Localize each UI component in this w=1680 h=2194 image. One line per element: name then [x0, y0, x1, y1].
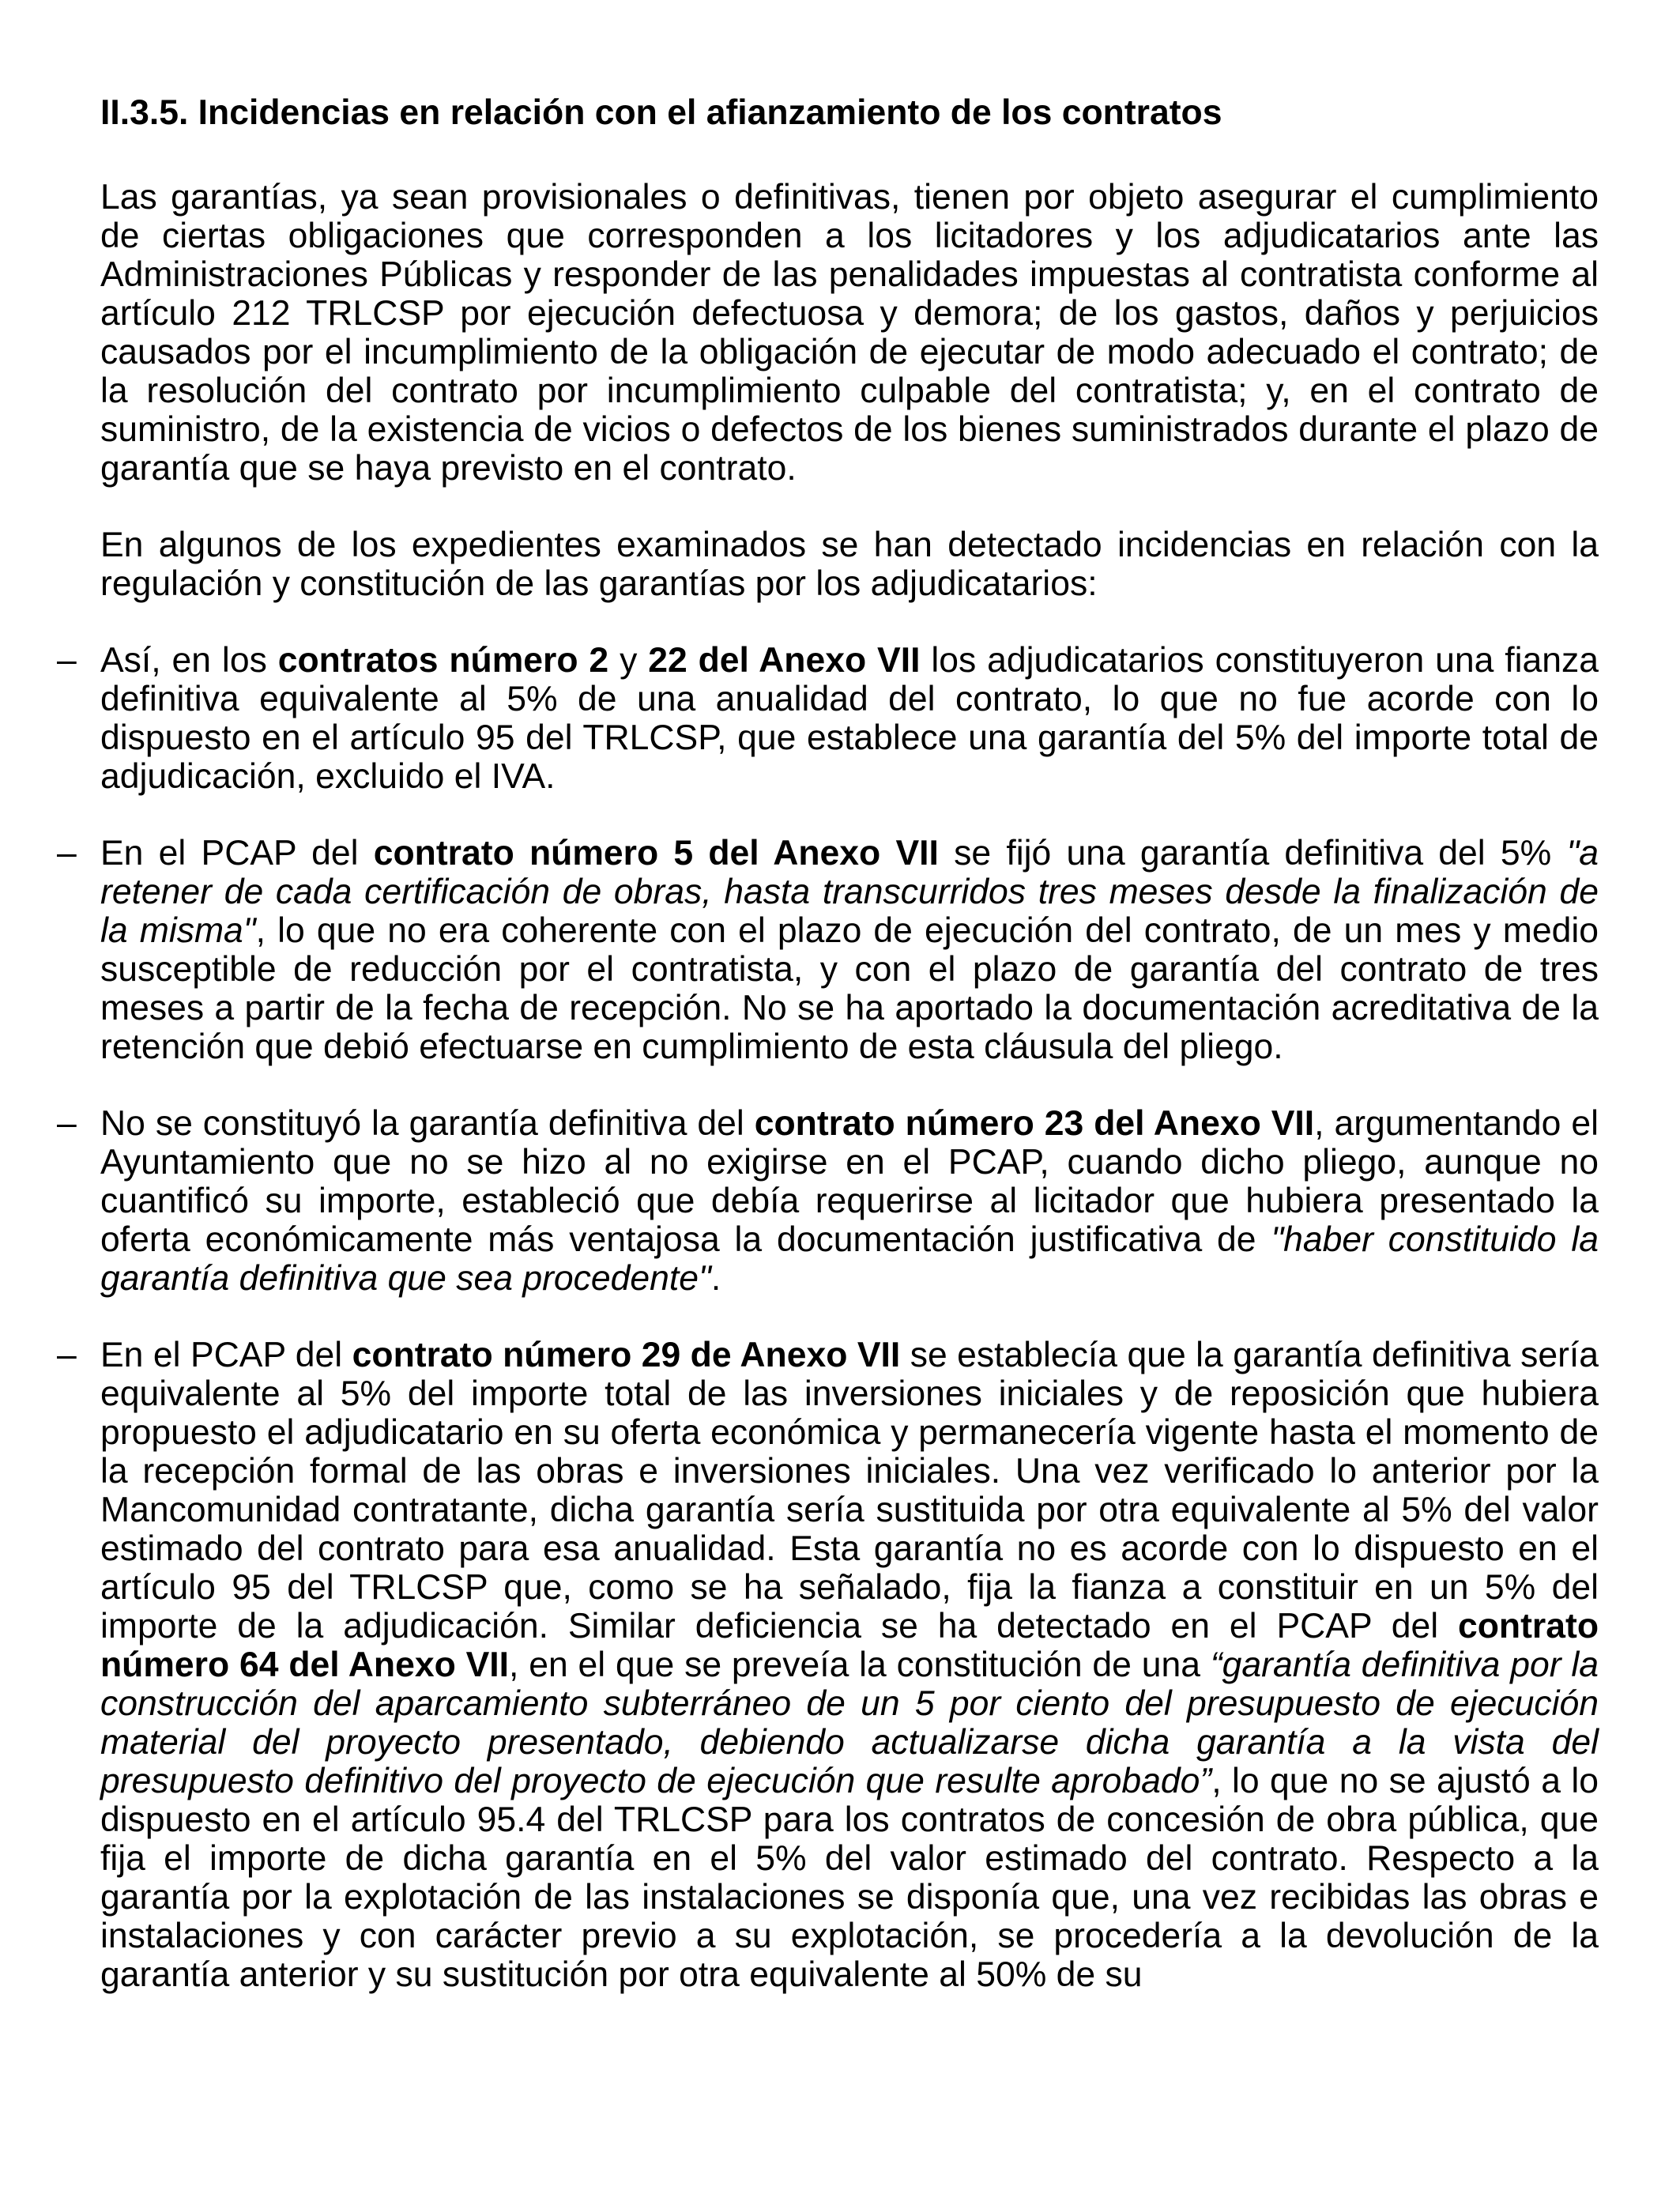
item-text: , en el que se preveía la constitución de una — [509, 1646, 1211, 1684]
contract-reference: 22 del Anexo VII — [648, 641, 921, 680]
contract-reference: contrato número 64 del Anexo VII — [100, 1607, 1599, 1684]
dash-bullet: – — [57, 834, 77, 873]
item-text: se fijó una garantía definitiva del 5% — [938, 834, 1567, 873]
item-text: , lo que no se ajustó a lo dispuesto en el artículo 95.4 del TRLCSP para los contratos de concesión de obra pública, que fija el importe de dicha garantía en el 5% del valor estimado del contrato. Respecto a la garantía por la explotación de las instalaciones se disponía que, una vez recibidas las obras e instalaciones y con carácter previo a su explotación, se procedería a la devolución de la garantía anterior y su sustitución por otra equivalente al 50% de su — [100, 1762, 1599, 1994]
dash-bullet: – — [57, 1104, 77, 1143]
item-text: . — [710, 1259, 721, 1298]
dash-bullet: – — [57, 641, 77, 680]
item-text: No se constituyó la garantía definitiva del — [100, 1104, 755, 1143]
item-text: En el PCAP del — [100, 1336, 352, 1374]
quoted-clause: "a retener de cada certificación de obras, hasta transcurridos tres meses desde la finalización de la misma" — [100, 834, 1599, 950]
list-item — [57, 834, 1599, 1066]
dash-bullet: – — [57, 1336, 77, 1374]
item-text: y — [608, 641, 649, 680]
paragraph-incidences-intro: En algunos de los expedientes examinados se han detectado incidencias en relación con la regulación y constitución de las garantías por los adjudicatarios: — [100, 526, 1599, 603]
item-text: Así, en los — [100, 641, 278, 680]
list-item — [57, 1104, 1599, 1298]
section-title: II.3.5. Incidencias en relación con el afianzamiento de los contratos — [100, 93, 1222, 132]
item-text: se establecía que la garantía definitiva sería equivalente al 5% del importe total de las inversiones iniciales y de reposición que hubiera propuesto el adjudicatario en su oferta económica y permanecería vigente hasta el momento de la recepción formal de las obras e inversiones iniciales. Una vez verificado lo anterior por la Mancomunidad contratante, dicha garantía sería sustituida por otra equivalente al 5% del valor estimado del contrato para esa anualidad. Esta garantía no es acorde con lo dispuesto en el artículo 95 del TRLCSP que, como se ha señalado, fija la fianza a constituir en un 5% del importe de la adjudicación. Similar deficiencia se ha detectado en el PCAP del — [100, 1336, 1599, 1646]
contract-reference: contrato número 5 del Anexo VII — [373, 834, 939, 873]
list-item — [57, 1336, 1599, 1994]
contract-reference: contrato número 29 de Anexo VII — [352, 1336, 901, 1374]
paragraph-guarantees-purpose: Las garantías, ya sean provisionales o definitivas, tienen por objeto asegurar el cumplimiento de ciertas obligaciones que corresponden a los licitadores y los adjudicatarios ante las Administraciones Públicas y responder de las penalidades impuestas al contratista conforme al artículo 212 TRLCSP por ejecución defectuosa y demora; de los gastos, daños y perjuicios causados por el incumplimiento de la obligación de ejecutar de modo adecuado el contrato; de la resolución del contrato por incumplimiento culpable del contratista; y, en el contrato de suministro, de la existencia de vicios o defectos de los bienes suministrados durante el plazo de garantía que se haya previsto en el contrato. — [100, 178, 1599, 488]
incidences-list — [57, 641, 1599, 1994]
item-text: los adjudicatarios constituyeron una fianza definitiva equivalente al 5% de una anualidad del contrato, lo que no fue acorde con lo dispuesto en el artículo 95 del TRLCSP, que establece una garantía del 5% del importe total de adjudicación, excluido el IVA. — [100, 641, 1599, 796]
item-text: , argumentando el Ayuntamiento que no se hizo al no exigirse en el PCAP, cuando dicho pliego, aunque no cuantificó su importe, estableció que debía requerirse al licitador que hubiera presentado la oferta económicamente más ventajosa la documentación justificativa de — [100, 1104, 1599, 1259]
quoted-clause: "haber constituido la garantía definitiva que sea procedente" — [100, 1220, 1599, 1298]
quoted-clause: “garantía definitiva por la construcción del aparcamiento subterráneo de un 5 por ciento del presupuesto de ejecución material del proyecto presentado, debiendo actualizarse dicha garantía a la vista del presupuesto definitivo del proyecto de ejecución que resulte aprobado” — [100, 1646, 1599, 1800]
item-text: En el PCAP del — [100, 834, 374, 873]
document-page — [57, 93, 1599, 2032]
list-item — [57, 641, 1599, 796]
contract-reference: contrato número 23 del Anexo VII — [754, 1104, 1315, 1143]
contract-reference: contratos número 2 — [277, 641, 609, 680]
item-text: , lo que no era coherente con el plazo de ejecución del contrato, de un mes y medio susceptible de reducción por el contratista, y con el plazo de garantía del contrato de tres meses a partir de la fecha de recepción. No se ha aportado la documentación acreditativa de la retención que debió efectuarse en cumplimiento de esta cláusula del pliego. — [100, 911, 1599, 1066]
